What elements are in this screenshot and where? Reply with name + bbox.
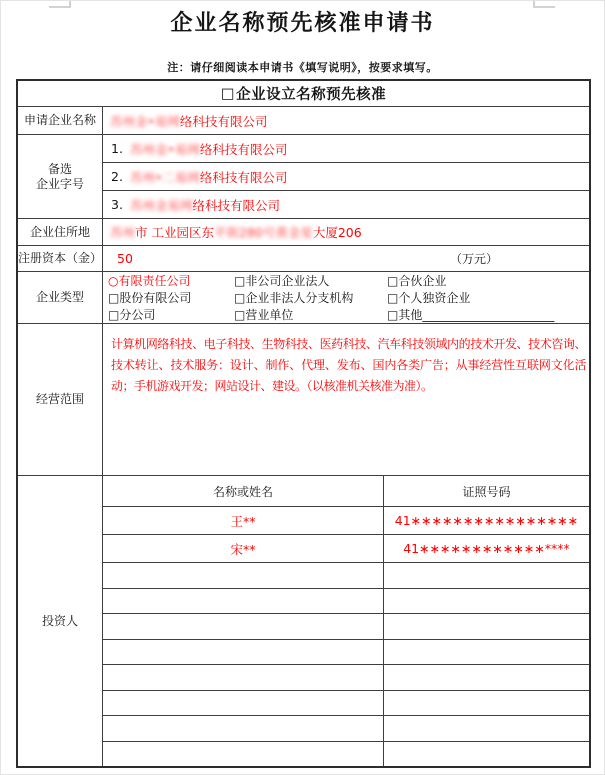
capital-value-cell <box>103 246 589 271</box>
page-title: 企业名称预先核准申请书 <box>170 11 435 36</box>
redacted-text: 平街280号黄金星 <box>214 225 313 240</box>
redacted-text: 苏州 <box>110 225 136 240</box>
type-option-business-unit[interactable]: □营业单位 <box>234 307 294 322</box>
capital-unit: （万元） <box>449 252 498 266</box>
checkbox-icon[interactable]: □ <box>387 290 399 305</box>
company-type-row <box>18 271 589 323</box>
investor-empty-row[interactable] <box>103 690 589 716</box>
investor-empty-row[interactable] <box>103 741 589 767</box>
applied-name-label: 申请企业名称 <box>18 107 103 134</box>
checkbox-icon[interactable]: □ <box>234 290 246 305</box>
type-option-partnership[interactable]: □合伙企业 <box>387 273 447 288</box>
item-number: 2. <box>111 169 123 184</box>
checkbox-icon[interactable]: □ <box>108 307 120 322</box>
investor-header-row <box>103 476 589 506</box>
type-option-branch-nonlegal[interactable]: □企业非法人分支机构 <box>234 290 354 305</box>
investor-empty-row[interactable] <box>103 588 589 614</box>
alternate-name-clear: 络科技有限公司 <box>192 197 280 213</box>
address-row <box>18 218 589 245</box>
investor-empty-row[interactable] <box>103 715 589 741</box>
type-option-other[interactable]: □其他______________________ <box>387 307 555 322</box>
investor-empty-row[interactable] <box>103 613 589 639</box>
investor-data-row[interactable] <box>103 534 589 562</box>
alternate-name-item[interactable] <box>103 190 589 218</box>
alternate-name-clear: 络科技有限公司 <box>199 169 288 185</box>
application-form-table <box>16 79 591 768</box>
redacted-text: 苏州金•易网 <box>129 141 200 157</box>
type-option-limited-liability[interactable]: ○有限责任公司 <box>108 273 191 288</box>
section-checkbox-icon[interactable]: □ <box>220 85 236 102</box>
note-line: 注：请仔细阅读本申请书《填写说明》，按要求填写。 <box>167 61 438 74</box>
checkbox-icon[interactable]: □ <box>108 290 120 305</box>
investor-id-header: 证照号码 <box>462 484 511 499</box>
type-option-sole-proprietorship[interactable]: □个人独资企业 <box>387 290 471 305</box>
checkbox-icon[interactable]: □ <box>387 307 399 322</box>
capital-row <box>18 245 589 271</box>
business-scope-label: 经营范围 <box>18 324 103 475</box>
company-type-label: 企业类型 <box>18 272 103 323</box>
alternate-name-clear: 络科技有限公司 <box>199 141 288 157</box>
address-label: 企业住所地 <box>18 219 103 245</box>
investor-empty-row[interactable] <box>103 639 589 665</box>
checkbox-icon[interactable]: □ <box>387 273 399 288</box>
address-clear: 大厦206 <box>312 225 362 240</box>
section-header-row <box>18 81 589 106</box>
investor-label: 投资人 <box>18 476 103 766</box>
investor-data-row[interactable] <box>103 506 589 534</box>
item-number: 1. <box>111 141 123 156</box>
alternate-name-item[interactable] <box>103 162 589 190</box>
redacted-text: 苏州•二易网 <box>129 169 200 185</box>
investor-name: 宋** <box>103 535 384 562</box>
checkbox-icon[interactable]: □ <box>234 307 246 322</box>
investor-table <box>103 476 589 766</box>
item-number: 3. <box>111 197 123 212</box>
type-option-noncompany-legal[interactable]: □非公司企业法人 <box>234 273 330 288</box>
redacted-text: 苏州金•易网 <box>110 113 180 129</box>
capital-label: 注册资本（金） <box>18 246 103 271</box>
investor-id: 41∗∗∗∗∗∗∗∗∗∗∗∗**** <box>403 541 570 556</box>
investor-name: 王** <box>103 507 384 534</box>
checkbox-icon[interactable]: □ <box>234 273 246 288</box>
investor-empty-row[interactable] <box>103 664 589 690</box>
other-blank-line[interactable]: ______________________ <box>422 307 555 322</box>
section-header-label: 企业设立名称预先核准 <box>236 87 387 103</box>
address-value[interactable] <box>103 219 589 245</box>
alternate-name-item[interactable] <box>103 135 589 162</box>
type-option-joint-stock[interactable]: □股份有限公司 <box>108 290 192 305</box>
type-option-branch-company[interactable]: □分公司 <box>108 307 156 322</box>
address-clear: 市 工业园区东 <box>135 225 214 240</box>
applied-name-row <box>18 106 589 134</box>
applied-name-value[interactable] <box>103 107 589 134</box>
alternate-names-row <box>18 134 589 218</box>
radio-checked-icon[interactable]: ○ <box>108 273 119 288</box>
investor-row <box>18 475 589 766</box>
investor-id: 41∗∗∗∗∗∗∗∗∗∗∗∗∗∗∗∗ <box>394 513 579 528</box>
investor-name-header: 名称或姓名 <box>103 476 384 506</box>
capital-value[interactable]: 50 <box>117 251 133 266</box>
applied-name-clear: 络科技有限公司 <box>179 113 268 129</box>
investor-empty-row[interactable] <box>103 562 589 588</box>
company-type-options <box>103 272 589 323</box>
redacted-text: 苏州金易网 <box>129 197 193 213</box>
business-scope-value[interactable]: 计算机网络科技、电子科技、生物科技、医药科技、汽车科技领域内的技术开发、技术咨询、技术转让、技术服务：设计、制作、代理、发布、国内各类广告；从事经营性互联网文化活动；手机游戏开发；网站设计、建设。（以核准机关核准为准）。 <box>111 337 586 393</box>
alternate-names-list <box>103 135 589 218</box>
alternate-names-label: 备选 企业字号 <box>18 135 103 218</box>
business-scope-row <box>18 323 589 475</box>
